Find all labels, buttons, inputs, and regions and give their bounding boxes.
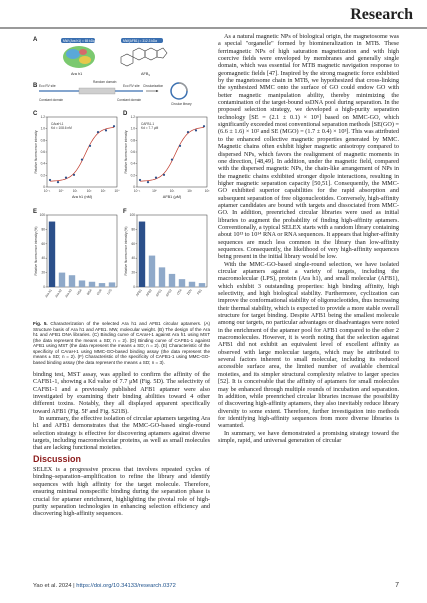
- circularization-label: Circularization: [143, 84, 164, 88]
- left-paragraph-1: binding test, MST assay, was applied to confirm the affinity of the CAFB1-1, showing a Kd value of 7.7 μM (Fig. 5D). The selectivity of CAFB1-1 and a previously published AFB1 aptamer were also investigated by examining their binding abilities toward 4 other different toxins. Notably, they all displayed apparent specifically toward AFB1 (Fig. 5F and Fig. S21B).: [33, 371, 210, 415]
- ytick-label: 40: [131, 256, 135, 261]
- category-label: AFG2: [164, 288, 173, 298]
- ytick-label: 100: [39, 213, 45, 217]
- rev-site: Eco RV site: [123, 84, 140, 88]
- ytick-label: 0: [43, 185, 45, 189]
- panel-b-letter: B: [33, 83, 38, 89]
- legend-kd: Kd = 7.7 μM: [141, 126, 159, 130]
- category-label: BSA: [85, 288, 93, 296]
- bar: [139, 222, 145, 287]
- footer-doi[interactable]: https://doi.org/10.34133/research.0372: [76, 583, 176, 589]
- panel-c-letter: C: [33, 111, 38, 117]
- data-point: [155, 177, 157, 179]
- ara-h1-structure: [63, 46, 95, 68]
- category-label: LYS: [106, 288, 113, 296]
- ytick-label: 1.2: [40, 115, 45, 119]
- target-ara-label: Ara h1: [71, 72, 83, 76]
- left-paragraph-3: SELEX is a progressive process that involves repeated cycles of binding–separation–amplification to refine the library and identify sequences with high affinity for the target molecule. Therefore, ensuring minimal nonspecific binding during the separation phase is crucial for aptamer enrichment, highlighting the pivotal role of high-purity separation technologies in enhancing selection efficiency and discovering high-affinity sequences.: [33, 466, 210, 518]
- xlabel: Ara h1 (nM): [71, 195, 93, 199]
- data-point: [49, 179, 51, 181]
- legend-name: CAFB1-1: [141, 122, 155, 126]
- ytick-label: 60: [131, 241, 135, 246]
- ytick-label: 40: [41, 256, 45, 261]
- bar: [159, 267, 165, 287]
- category-label: OVA: [95, 288, 103, 296]
- discussion-heading: Discussion: [33, 453, 82, 464]
- category-label: AFG1: [154, 288, 163, 298]
- xtick-label: 10²: [187, 189, 192, 193]
- xtick-label: 10⁰: [152, 189, 157, 193]
- data-point: [105, 129, 107, 131]
- data-point: [65, 177, 67, 179]
- bar: [109, 282, 115, 287]
- category-label: AFB2: [144, 288, 153, 298]
- panel-e-letter: E: [33, 209, 38, 215]
- ytick-label: 80: [131, 227, 135, 232]
- data-point: [73, 174, 75, 176]
- footer-citation: Yao et al. 2024 |: [33, 583, 77, 589]
- xtick-label: 10⁰: [58, 189, 64, 193]
- category-label: Ara h3: [64, 288, 73, 299]
- ytick-label: 0.8: [40, 138, 45, 143]
- xtick-label: 10⁻¹: [133, 189, 141, 193]
- data-point: [89, 145, 91, 147]
- caption-text: Characterization of the selected Ara h1 and AFB1 circular aptamers. (A) Structure basis of Ara h1 and AFB1. MW, molecular weight. (B) The design of the Ara h1 and AFB1 DNA libraries. (C) Binding curve of CAraH-1 against Ara h1 using MST (the data represent the means ± SD; n = 2). (D) Binding curve of CAFB1-1 against AFB1 using MST (the data represent the means ± SD; n = 2). (E) Characteristic of the specificity of CAraH-1 using MMC-GO-based binding assay (the data represent the means ± SD; n = 2). (F) Characteristic of the specificity of CAFB1-1 using MMC-GO-based binding assay (the data represent the means ± SD; n = 3).: [33, 321, 210, 365]
- xtick-label: 10²: [86, 189, 92, 193]
- xtick-label: 10⁻¹: [43, 189, 51, 193]
- afb1-structure: [121, 48, 167, 66]
- constant-left: Constant domain: [39, 98, 64, 102]
- ytick-label: 60: [41, 241, 45, 246]
- panel-d-letter: D: [123, 111, 128, 117]
- ytick-label: 1.0: [130, 126, 135, 131]
- page-footer: [33, 583, 399, 589]
- category-label: Ara h1: [44, 288, 53, 299]
- legend-kd: Kd = 108.6 nM: [51, 126, 72, 130]
- xtick-label: 10¹: [169, 189, 175, 193]
- left-column: [33, 371, 210, 518]
- xlabel: AFB1 (μM): [162, 195, 182, 199]
- ytick-label: 20: [41, 270, 45, 275]
- bar: [59, 273, 65, 287]
- ytick-label: 0: [43, 285, 45, 289]
- ytick-label: 0.8: [130, 138, 135, 143]
- panel-f-letter: F: [123, 209, 127, 215]
- mw-afb-label: MW(AFB1) = 312.3 kDa: [123, 39, 157, 43]
- bar: [79, 280, 85, 287]
- right-paragraph-2: With the MMC-GO-based single-round selection, we have isolated circular aptamers against a variety of targets, including the macromolecular (LPS), protein (Ara h1), and small molecular (AFB1), which exhibit 3 outstanding properties: high binding affinity, high selectivity, and high biological stability. Furthermore, cyclization can improve the conformational stability of oligonucleotides, thus increasing their thermal stability, which is expected to provide a more stable overall structure for target binding. Despite AFB1 being the smallest molecule among our targets, no particular advantages or disadvantages were noted in the enrichment of the aptamer pool for AFB1 compared to the other 2 macromolecules. However, it is worth noting that the selection against AFB1 did not exhibit an equivalent level of excellent affinity as observed with large molecular targets, which may be attributed to several factors inherent to small molecular, including its reduced accessible surface area, the limited number of available chemical moieties, and its simpler structural complexity relative to larger species [52]. It is conceivable that the affinity of aptamers for small molecules may be enhanced through multiple rounds of incubation and separation. In addition, while preenriched circular libraries increase the possibility of discovering high-affinity aptamers, they also inevitably reduce library diversity to some extent. Therefore, further investigation into methods for identifying high-affinity sequences from more diverse libraries is warranted.: [218, 260, 399, 430]
- panel-a-letter: A: [33, 37, 38, 43]
- xtick-label: 10⁴: [114, 189, 120, 193]
- ylabel: Relative fluorescence intensity: [34, 130, 38, 174]
- category-label: AFB1: [134, 288, 143, 298]
- xtick-label: 10³: [204, 189, 210, 193]
- ytick-label: 80: [41, 227, 45, 232]
- xtick-label: 10³: [100, 189, 106, 193]
- category-label: FB1: [196, 288, 203, 296]
- caption-label: Fig. 5.: [33, 321, 48, 326]
- random-domain-box: [79, 88, 115, 94]
- xtick-label: 10¹: [72, 189, 78, 193]
- category-label: HSA: [75, 288, 83, 296]
- ytick-label: 0.4: [40, 161, 45, 166]
- right-column: [218, 33, 399, 444]
- chart-E-frame: [47, 215, 117, 287]
- fit-curve: [140, 127, 204, 181]
- ytick-label: 0.6: [40, 150, 45, 154]
- header-rule: [0, 27, 427, 29]
- journal-name: Research: [350, 6, 413, 23]
- data-point: [195, 129, 197, 131]
- bar: [169, 274, 175, 287]
- right-paragraph-3: In summary, we have demonstrated a promising strategy toward the simple, rapid, and universal generation of circular: [218, 429, 399, 444]
- ytick-label: 0: [133, 285, 135, 289]
- bar: [199, 283, 205, 287]
- constant-right: Constant domain: [117, 98, 142, 102]
- legend-name: CAraH-1: [51, 122, 64, 126]
- bar: [49, 222, 55, 287]
- page-number: 7: [395, 582, 399, 589]
- random-domain-label: Random domain: [93, 80, 117, 84]
- bar: [149, 256, 155, 287]
- mw-ara-label: MW (Ara h1) = 65 kDa: [63, 39, 95, 43]
- ytick-label: 1.2: [130, 115, 135, 119]
- data-point: [163, 174, 165, 176]
- left-paragraph-2: In summary, the effective isolation of circular aptamers targeting Ara h1 and AFB1 demonstrates that the MMC-GO-based single-round selection strategy is effective for discovering aptamers against diverse targets, including macromolecular proteins, as well as small molecules that are lacking functional moieties.: [33, 415, 210, 452]
- target-afb-label: $AFB_1$: [141, 72, 150, 77]
- data-point: [81, 158, 83, 160]
- page-header: [0, 0, 427, 29]
- chart-grid: [33, 111, 209, 298]
- data-point: [147, 181, 149, 183]
- data-point: [179, 145, 181, 147]
- ytick-label: 100: [129, 213, 135, 217]
- ytick-label: 0.4: [130, 161, 135, 166]
- ylabel: Relative fluorescence intensity: [124, 130, 128, 174]
- data-point: [203, 125, 205, 127]
- category-label: OTA: [175, 288, 183, 296]
- fwd-site: Eco RV site: [39, 84, 56, 88]
- ytick-label: 0.2: [130, 173, 135, 178]
- circular-library-label: Circular library: [171, 102, 192, 106]
- data-point: [57, 181, 59, 183]
- data-point: [139, 179, 141, 181]
- bar: [189, 282, 195, 287]
- ylabel: Relative fluorescence intensity (%): [34, 226, 38, 276]
- ytick-label: 1.0: [40, 126, 45, 131]
- data-point: [113, 125, 115, 127]
- bar: [69, 275, 75, 287]
- category-label: ZEN: [185, 288, 193, 296]
- right-paragraph-1: As a natural magnetic NPs of biological origin, the magnetosome was a special "organelle" formed by biomineralization in MTB. These ferrimagnetic NPs of high saturation magnetization and with high coercive fields were enveloped by membranes and generally single domain, which was essential for MTB magnetic navigation response to geomagnetic fields [47]. Inspired by the strong magnetic force exhibited by the magnetosome chain in MTB, we hypothesized that cross-linking the synthesized MMC onto the surface of GO could endow GO with better magnetic manipulation ability, thereby minimizing the contamination of the target-bound ssDNA pool during separation. In the proposed selection strategy, we developed a high-purity separation technology [SE = (2.1 ± 0.1) × 10⁵] based on MMC-GO, which significantly exceeded most conventional separation methods [SE(GO) = (6.6 ± 1.6) × 10² and SE (MGO) = (1.7 ± 0.4) × 10³]. This was attributed to the enhanced collective magnetic properties generated by MMC. Magnetic chains often exhibit higher magnetic anisotropy compared to dispersed NPs, which favors the realignment of magnetic moments in one direction, [48,49]. In addition, under the magnetic field, compared with the dispersed magnetic NPs, the chain-like arrangement of NPs in the magnetic chains exhibited stronger dipole interactions, resulting in higher magnetic separation capacity [50,51]. Consequently, the MMC-GO exhibited superior capabilities for the rapid absorption and subsequent separation of free oligonucleotides. Conversely, high-affinity aptamer candidates are bound with targets and dissociated from MMC-GO. In addition, preenriched circular libraries were used as initial libraries to augment the probability of finding high-affinity aptamers. Conventionally, a typical SELEX starts with a random library containing about 10¹³ to 10¹⁴ RNA or RNA sequences. It appears that higher-affinity sequences are much less common in the library than low-affinity sequences. Consequently, the likelihood of very high-affinity sequences being present in the initial library would be low.: [218, 33, 399, 261]
- data-point: [171, 158, 173, 160]
- figure-5: [33, 33, 211, 319]
- bar: [179, 279, 185, 287]
- ytick-label: 0.2: [40, 173, 45, 178]
- ytick-label: 20: [131, 270, 135, 275]
- ytick-label: 0.6: [130, 150, 135, 154]
- fit-curve: [50, 127, 114, 181]
- data-point: [187, 131, 189, 133]
- bar: [89, 282, 95, 287]
- bar: [99, 283, 105, 287]
- ytick-label: 0: [133, 185, 135, 189]
- data-point: [97, 131, 99, 133]
- category-label: Ara h2: [54, 288, 63, 299]
- figure-caption: [33, 321, 210, 365]
- ylabel: Relative fluorescence intensity (%): [124, 226, 128, 276]
